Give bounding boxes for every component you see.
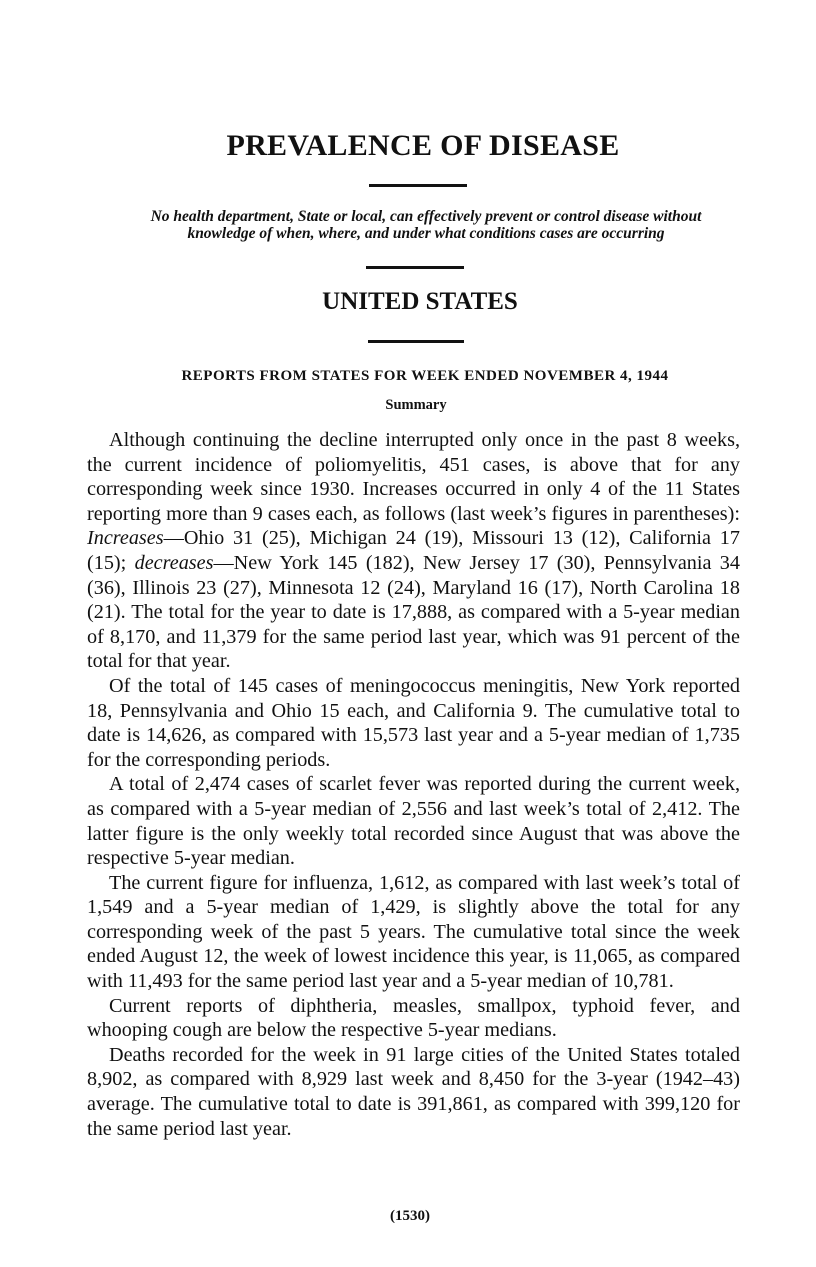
motto-line-1: No health department, State or local, can effectively prevent or control disease without xyxy=(150,208,702,225)
paragraph-deaths: Deaths recorded for the week in 91 large cities of the United States totaled 8,902, as compared with 8,929 last week and 8,450 for the 3-year (1942–43) average. The cumulative total to date is 391,861, as compared with 399,120 for the same period last year. xyxy=(87,1043,740,1140)
paragraph-meningitis: Of the total of 145 cases of meningococcus meningitis, New York reported 18, Pennsylvania and Ohio 15 each, and California 9. The cumulative total to date is 14,626, as compared with 15,573 last year and a 5-year median of 1,735 for the corresponding periods. xyxy=(87,674,740,771)
summary-body xyxy=(87,428,740,1141)
paragraph-text: Although continuing the decline interrupted only once in the past 8 weeks, the current incidence of poliomyelitis, 451 cases, is above that for any corresponding week since 1930. Increases occurred in only 4 of the 11 States reporting more than 9 cases each, as follows (last week’s figures in parentheses): xyxy=(87,429,740,525)
summary-heading: Summary xyxy=(385,397,447,413)
paragraph-scarlet-fever: A total of 2,474 cases of scarlet fever was reported during the current week, as compared with a 5-year median of 2,556 and last week’s total of 2,412. The latter figure is the only weekly total recorded since August that was above the respective 5-year median. xyxy=(87,773,740,870)
page-title: PREVALENCE OF DISEASE xyxy=(226,129,620,162)
paragraph-other-diseases: Current reports of diphtheria, measles, smallpox, typhoid fever, and whooping cough are below the respective 5-year medians. xyxy=(87,994,740,1042)
report-heading: REPORTS FROM STATES FOR WEEK ENDED NOVEMBER 4, 1944 xyxy=(181,368,669,384)
motto-line-2: knowledge of when, where, and under what conditions cases are occurring xyxy=(187,225,665,242)
paragraph-text: —New York 145 (182), New Jersey 17 (30), Pennsylvania 34 (36), Illinois 23 (27), Minnesota 12 (24), Maryland 16 (17), North Carolina 18 (21). The total for the year to date is 17,888, as compared with a 5-year median of 8,170, and 11,379 for the same period last year, which was 91 percent of the total for that year. xyxy=(87,551,740,673)
decreases-label: decreases xyxy=(134,551,214,574)
page-number: (1530) xyxy=(390,1208,430,1224)
section-divider xyxy=(368,340,464,343)
section-title: UNITED STATES xyxy=(322,288,518,315)
motto xyxy=(70,208,782,242)
motto-divider xyxy=(366,266,464,269)
title-divider xyxy=(369,184,467,187)
paragraph-text: —Ohio 31 (25), Michigan 24 (19), Missouri 13 (12), California 17 (15); xyxy=(87,527,740,574)
paragraph-poliomyelitis xyxy=(87,428,740,674)
paragraph-influenza: The current figure for influenza, 1,612, as compared with last week’s total of 1,549 and a 5-year median of 1,429, is slightly above the total for any corresponding week of the past 5 years. The cumulative total since the week ended August 12, the week of lowest incidence this year, is 11,065, as compared with 11,493 for the same period last year and a 5-year median of 10,781. xyxy=(87,871,740,993)
increases-label: Increases xyxy=(87,527,164,550)
